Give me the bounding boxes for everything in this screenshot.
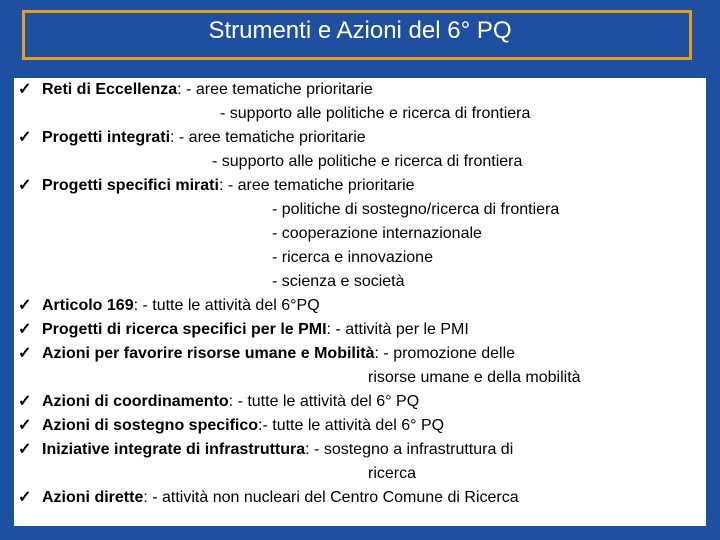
item-detail-continuation: - supporto alle politiche e ricerca di frontiera bbox=[220, 105, 531, 122]
item-name: Azioni dirette bbox=[42, 489, 144, 506]
checkmark-icon: ✓ bbox=[18, 321, 32, 338]
item-separator: : bbox=[218, 177, 228, 194]
item-separator: : bbox=[326, 321, 336, 338]
content-panel bbox=[14, 78, 706, 526]
item-detail: - promozione delle bbox=[383, 345, 516, 362]
item-name: Progetti specifici mirati bbox=[42, 177, 219, 194]
item-detail: - sostegno a infrastruttura di bbox=[314, 441, 514, 458]
checkmark-icon: ✓ bbox=[18, 81, 32, 98]
item-detail-continuation: risorse umane e della mobilità bbox=[368, 369, 581, 386]
item-detail-continuation: - cooperazione internazionale bbox=[272, 225, 482, 242]
checkmark-icon: ✓ bbox=[18, 441, 32, 458]
item-detail: - aree tematiche prioritarie bbox=[178, 129, 366, 146]
item-detail-continuation: ricerca bbox=[368, 465, 417, 482]
item-detail: - tutte le attività del 6°PQ bbox=[142, 297, 320, 314]
item-separator: : bbox=[133, 297, 143, 314]
item-name: Azioni di sostegno specifico bbox=[42, 417, 259, 434]
item-separator: : bbox=[228, 393, 238, 410]
item-name: Articolo 169 bbox=[42, 297, 134, 314]
checkmark-icon: ✓ bbox=[18, 177, 32, 194]
slide-title: Strumenti e Azioni del 6° PQ bbox=[208, 17, 512, 44]
item-detail-continuation: - supporto alle politiche e ricerca di frontiera bbox=[212, 153, 523, 170]
checkmark-icon: ✓ bbox=[18, 417, 32, 434]
item-detail-continuation: - scienza e società bbox=[272, 273, 405, 290]
item-detail: - tutte le attività del 6° PQ bbox=[237, 393, 420, 410]
item-detail: - aree tematiche prioritarie bbox=[186, 81, 373, 98]
checkmark-icon: ✓ bbox=[18, 489, 32, 506]
item-detail-continuation: - ricerca e innovazione bbox=[272, 249, 433, 266]
checkmark-icon: ✓ bbox=[18, 345, 32, 362]
item-separator: : bbox=[374, 345, 384, 362]
item-detail-continuation: - politiche di sostegno/ricerca di frontiera bbox=[272, 201, 560, 218]
item-separator: : bbox=[258, 417, 263, 434]
item-name: Iniziative integrate di infrastruttura bbox=[42, 441, 306, 458]
item-detail: - attività per le PMI bbox=[335, 321, 469, 338]
item-name: Progetti di ricerca specifici per le PMI bbox=[42, 321, 327, 338]
item-name: Azioni per favorire risorse umane e Mobilità bbox=[42, 345, 375, 362]
item-detail: - attività non nucleari del Centro Comune di Ricerca bbox=[152, 489, 519, 506]
item-name: Reti di Eccellenza bbox=[42, 81, 178, 98]
item-detail: - tutte le attività del 6° PQ bbox=[262, 417, 445, 434]
item-separator: : bbox=[305, 441, 315, 458]
checkmark-icon: ✓ bbox=[18, 129, 32, 146]
item-separator: : bbox=[143, 489, 153, 506]
item-separator: : bbox=[177, 81, 187, 98]
item-detail: - aree tematiche prioritarie bbox=[227, 177, 415, 194]
item-name: Azioni di coordinamento bbox=[42, 393, 229, 410]
item-name: Progetti integrati bbox=[42, 129, 171, 146]
item-separator: : bbox=[170, 129, 179, 146]
checkmark-icon: ✓ bbox=[18, 297, 32, 314]
checkmark-icon: ✓ bbox=[18, 393, 32, 410]
